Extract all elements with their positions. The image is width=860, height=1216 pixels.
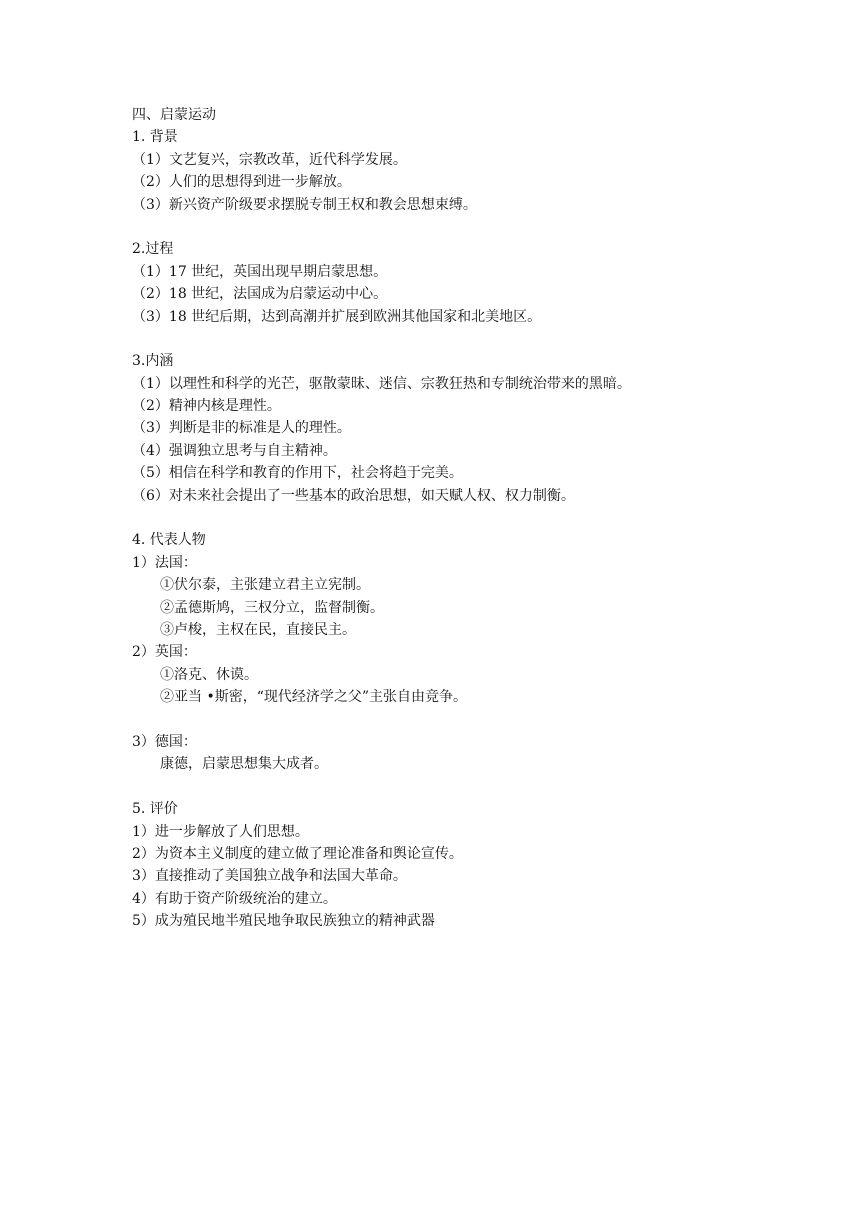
section-heading-evaluation: 5. 评价 [132, 801, 178, 818]
section-heading-figures: 4. 代表人物 [132, 532, 206, 549]
country-label-britain: 2）英国： [132, 644, 197, 661]
document-title: 四、启蒙运动 [132, 107, 216, 123]
spacer [132, 216, 832, 238]
list-item: （2）精神内核是理性。 [132, 398, 281, 415]
list-item: （1）17 世纪，英国出现早期启蒙思想。 [132, 263, 388, 280]
section-heading-background: 1. 背景 [132, 129, 178, 146]
list-item: 1）进一步解放了人们思想。 [132, 823, 309, 840]
list-item: （2）18 世纪，法国成为启蒙运动中心。 [132, 286, 388, 303]
list-item: （4）强调独立思考与自主精神。 [132, 442, 337, 459]
list-item: 5）成为殖民地半殖民地争取民族独立的精神武器 [132, 913, 435, 930]
country-label-germany: 3）德国： [132, 733, 197, 750]
list-item: （1）以理性和科学的光芒，驱散蒙昧、迷信、宗教狂热和专制统治带来的黑暗。 [132, 375, 631, 392]
list-item: （6）对未来社会提出了一些基本的政治思想，如天赋人权、权力制衡。 [132, 487, 575, 504]
section-heading-process: 2.过程 [132, 241, 174, 258]
list-item: （2）人们的思想得到进一步解放。 [132, 174, 351, 191]
country-label-france: 1）法国： [132, 554, 197, 571]
figure-item: ①伏尔泰，主张建立君主立宪制。 [160, 577, 370, 594]
spacer [132, 776, 832, 798]
spacer [132, 709, 832, 731]
list-item: （3）18 世纪后期，达到高潮并扩展到欧洲其他国家和北美地区。 [132, 308, 542, 325]
figure-item: ②孟德斯鸠，三权分立，监督制衡。 [160, 599, 384, 616]
list-item: （1）文艺复兴，宗教改革，近代科学发展。 [132, 151, 407, 168]
figure-item: ②亚当 •斯密，“现代经济学之父”主张自由竞争。 [160, 689, 468, 706]
list-item: 3）直接推动了美国独立战争和法国大革命。 [132, 868, 407, 885]
spacer [132, 328, 832, 350]
list-item: （5）相信在科学和教育的作用下，社会将趋于完美。 [132, 465, 463, 482]
figure-item: ③卢梭，主权在民，直接民主。 [160, 621, 356, 638]
list-item: 2）为资本主义制度的建立做了理论准备和舆论宣传。 [132, 845, 463, 862]
list-item: （3）新兴资产阶级要求摆脱专制王权和教会思想束缚。 [132, 196, 477, 213]
document-page [132, 104, 832, 932]
list-item: （3）判断是非的标准是人的理性。 [132, 420, 351, 437]
list-item: 4）有助于资产阶级统治的建立。 [132, 890, 337, 907]
figure-item: ①洛克、休谟。 [160, 666, 258, 683]
spacer [132, 507, 832, 529]
section-heading-connotation: 3.内涵 [132, 353, 174, 370]
figure-item: 康德，启蒙思想集大成者。 [160, 756, 328, 773]
